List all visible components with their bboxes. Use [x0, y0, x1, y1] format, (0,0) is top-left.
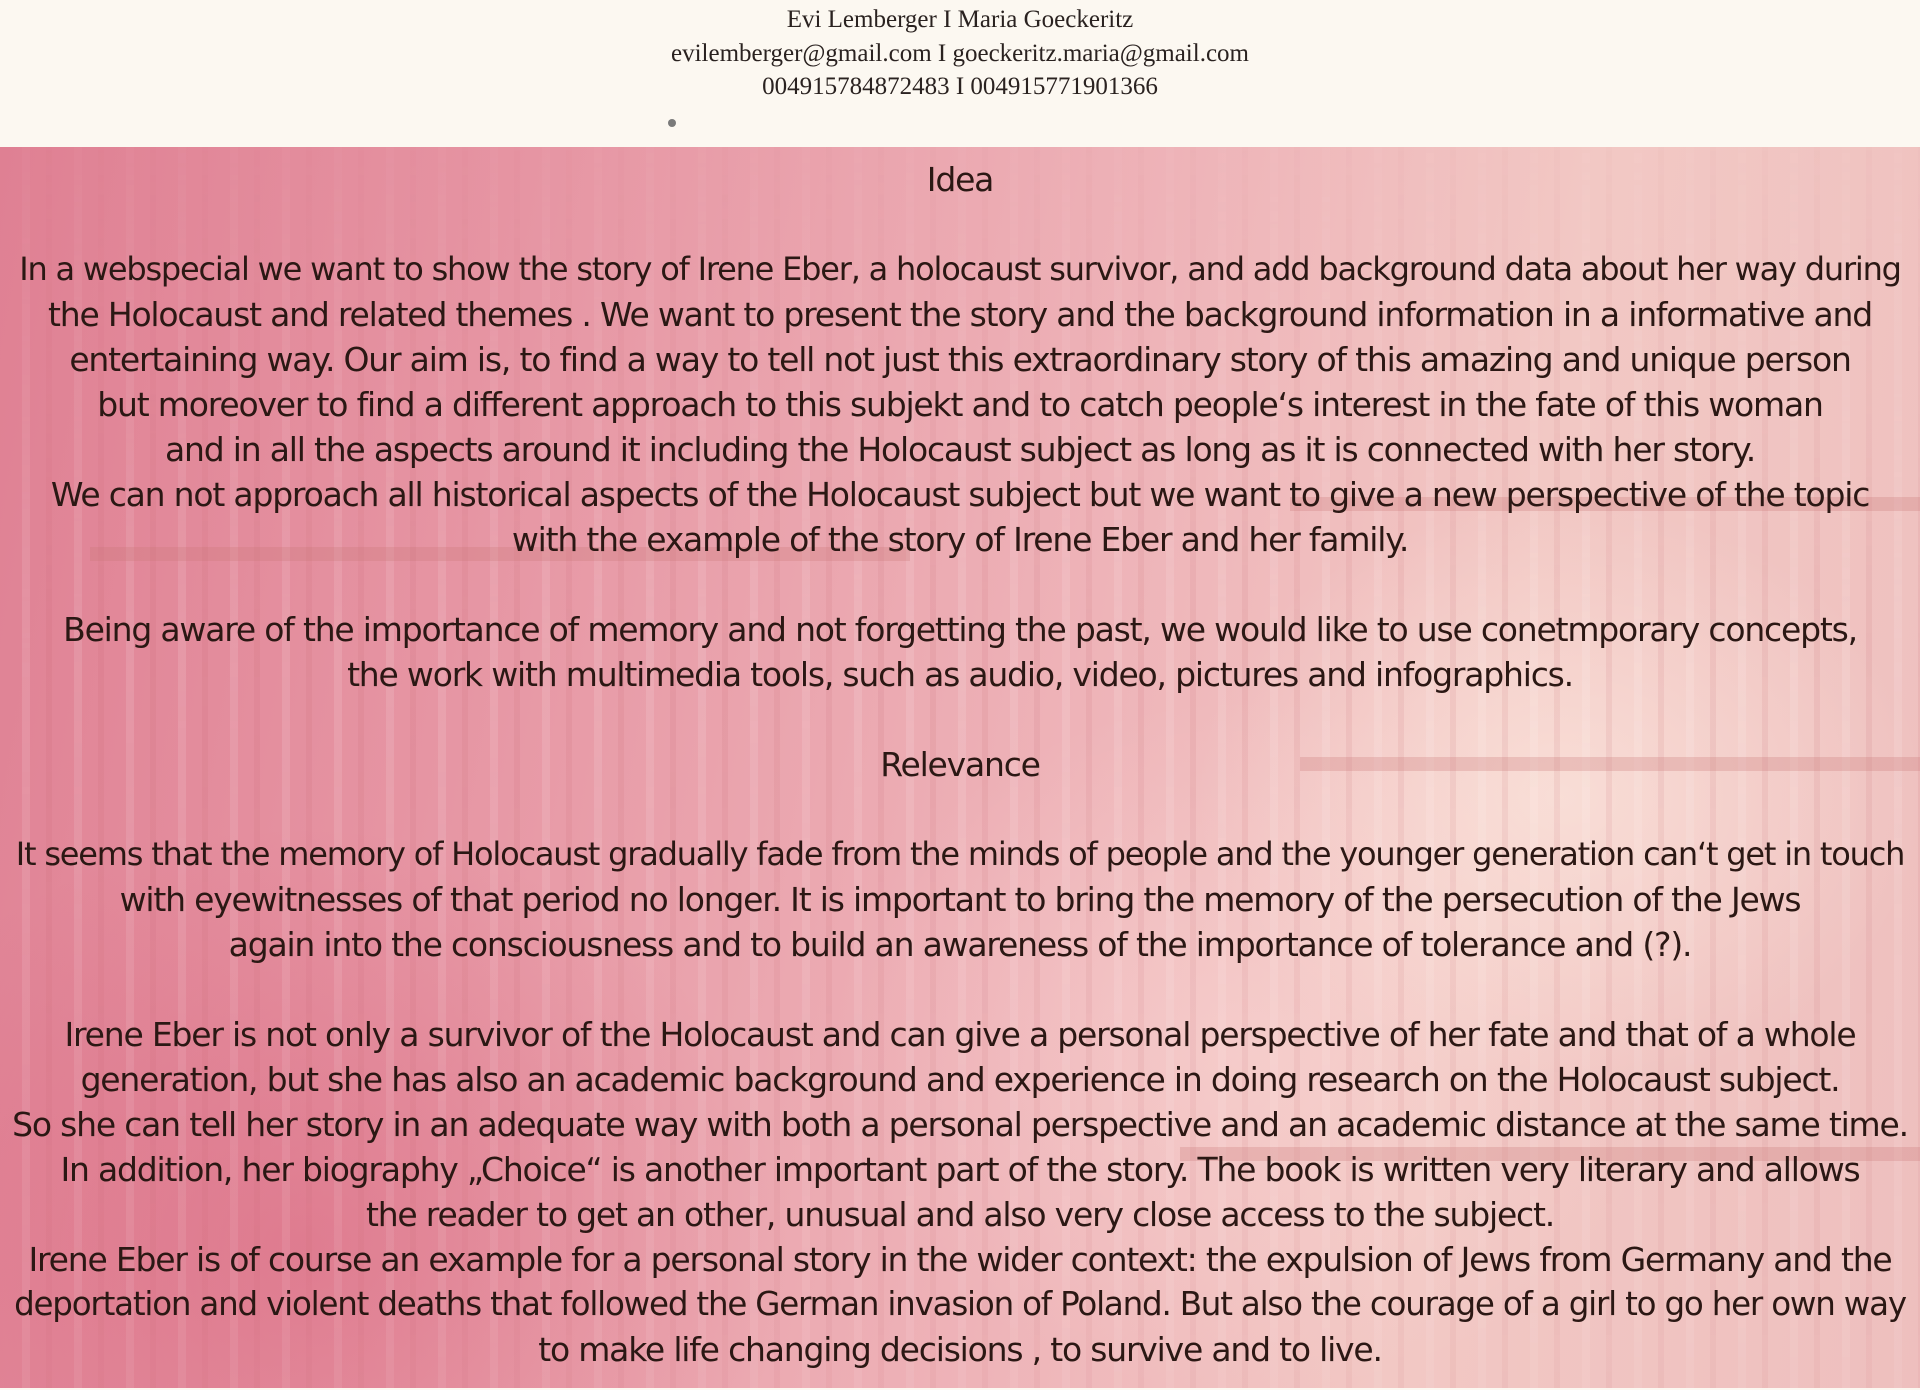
relevance-paragraph-2-line: generation, but she has also an academic background and experience in doing research on the Holocaust subject. — [80, 1060, 1840, 1099]
relevance-paragraph-2-line: Irene Eber is of course an example for a personal story in the wider context: the expulsion of Jews from Germany and the — [28, 1240, 1892, 1279]
relevance-paragraph-2-line: the reader to get an other, unusual and also very close access to the subject. — [365, 1195, 1555, 1234]
idea-paragraph-2-line: Being aware of the importance of memory and not forgetting the past, we would like to use conetmporary concepts, — [63, 610, 1857, 649]
relevance-paragraph-2-line: So she can tell her story in an adequate way with both a personal perspective and an academic distance at the same time. — [12, 1105, 1908, 1144]
relevance-paragraph-1-line: with eyewitnesses of that period no longer. It is important to bring the memory of the persecution of the Jews — [119, 880, 1801, 919]
idea-paragraph-1-line: but moreover to find a different approach to this subjekt and to catch people‘s interest in the fate of this woman — [97, 385, 1823, 424]
idea-paragraph-1-line: with the example of the story of Irene Eber and her family. — [511, 520, 1409, 559]
relevance-paragraph-2-line: In addition, her biography „Choice“ is another important part of the story. The book is written very literary and allows — [60, 1150, 1860, 1189]
content-panel — [0, 147, 1920, 1390]
bullet-dot-icon — [668, 119, 676, 127]
relevance-heading: Relevance — [880, 745, 1040, 784]
relevance-paragraph-2-line: deportation and violent deaths that followed the German invasion of Poland. But also the courage of a girl to go her own way — [14, 1285, 1906, 1323]
idea-paragraph-1-line: We can not approach all historical aspects of the Holocaust subject but we want to give a new perspective of the topic — [50, 475, 1870, 514]
contact-header — [0, 0, 1920, 147]
author-names: Evi Lemberger I Maria Goeckeritz — [786, 6, 1134, 33]
idea-paragraph-1-line: In a webspecial we want to show the story of Irene Eber, a holocaust survivor, and add background data about her way during — [19, 250, 1901, 288]
relevance-paragraph-2-line: to make life changing decisions , to survive and to live. — [538, 1330, 1382, 1369]
idea-heading: Idea — [926, 160, 994, 199]
idea-paragraph-2-line: the work with multimedia tools, such as audio, video, pictures and infographics. — [347, 655, 1573, 694]
idea-paragraph-1-line: entertaining way. Our aim is, to find a way to tell not just this extraordinary story of this amazing and unique person — [69, 340, 1851, 379]
author-phones: 004915784872483 I 004915771901366 — [762, 73, 1158, 100]
relevance-paragraph-1-line: It seems that the memory of Holocaust gradually fade from the minds of people and the younger generation can‘t get in touch — [15, 835, 1905, 873]
relevance-paragraph-1-line: again into the consciousness and to build an awareness of the importance of tolerance and (?). — [228, 925, 1692, 964]
idea-paragraph-1-line: and in all the aspects around it including the Holocaust subject as long as it is connected with her story. — [164, 430, 1756, 469]
relevance-paragraph-2-line: Irene Eber is not only a survivor of the Holocaust and can give a personal perspective of her fate and that of a whole — [64, 1015, 1856, 1054]
idea-paragraph-1-line: the Holocaust and related themes . We want to present the story and the background information in a informative and — [47, 295, 1872, 334]
article-text — [0, 147, 1920, 1372]
author-emails: evilemberger@gmail.com I goeckeritz.maria@gmail.com — [670, 39, 1249, 67]
